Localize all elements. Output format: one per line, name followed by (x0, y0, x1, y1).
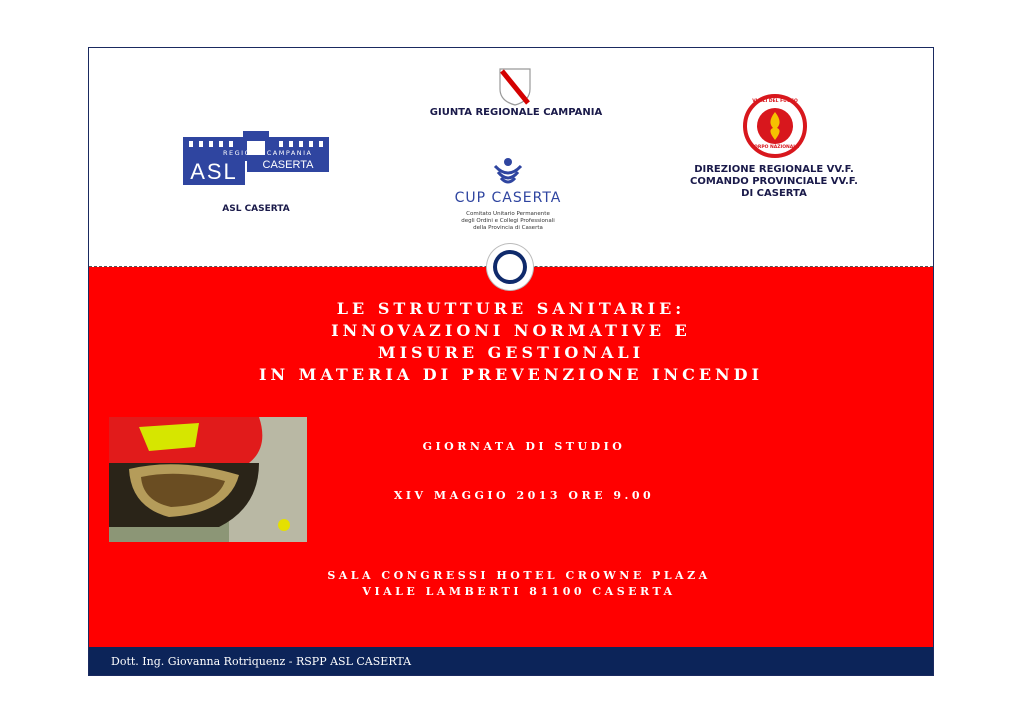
vvf-line-3: DI CASERTA (741, 188, 807, 199)
asl-label: ASL CASERTA (222, 204, 290, 214)
asl-logo (183, 131, 329, 187)
cup-logo-line1: Comitato Unitario Permanente (466, 211, 550, 217)
title-line-3: MISURE GESTIONALI (377, 343, 645, 362)
vvf-logo (743, 94, 807, 158)
asl-logo-region: REGIONE CAMPANIA (223, 149, 313, 157)
event-address: VIALE LAMBERTI 81100 CASERTA (362, 585, 676, 598)
cup-logo-line2: degli Ordini e Collegi Professionali (461, 218, 555, 224)
title-line-1: LE STRUTTURE SANITARIE: (336, 299, 686, 318)
event-venue: SALA CONGRESSI HOTEL CROWNE PLAZA (327, 569, 711, 582)
region-label: GIUNTA REGIONALE CAMPANIA (429, 107, 603, 118)
vvf-logo-bottom: CORPO NAZIONALE (750, 145, 800, 150)
ring-ornament (487, 244, 533, 290)
asl-logo-sub: CASERTA (247, 158, 329, 172)
main-title (89, 298, 933, 386)
title-line-4: IN MATERIA DI PREVENZIONE INCENDI (259, 365, 763, 384)
footer-text: Dott. Ing. Giovanna Rotriquenz - RSPP ASL CASERTA (111, 655, 412, 668)
campania-shield-icon (498, 67, 532, 107)
event-type: GIORNATA DI STUDIO (422, 440, 626, 453)
vvf-logo-top: VIGILI DEL FUOCO (752, 99, 798, 104)
firefighter-helmet-icon (109, 417, 307, 542)
title-line-2: INNOVAZIONI NORMATIVE E (331, 321, 691, 340)
firefighter-photo (109, 417, 307, 542)
vvf-line-1: DIREZIONE REGIONALE VV.F. (694, 164, 854, 175)
event-date: XIV MAGGIO 2013 ORE 9.00 (393, 489, 655, 502)
cup-logo-line3: della Provincia di Caserta (473, 225, 543, 231)
footer-bar (89, 647, 933, 676)
vvf-line-2: COMANDO PROVINCIALE VV.F. (690, 176, 858, 187)
cup-swirl-icon (491, 156, 525, 188)
slide (88, 47, 934, 676)
asl-logo-main: ASL (183, 158, 245, 185)
cup-logo-main: CUP CASERTA (454, 190, 562, 206)
header-area (89, 48, 933, 266)
